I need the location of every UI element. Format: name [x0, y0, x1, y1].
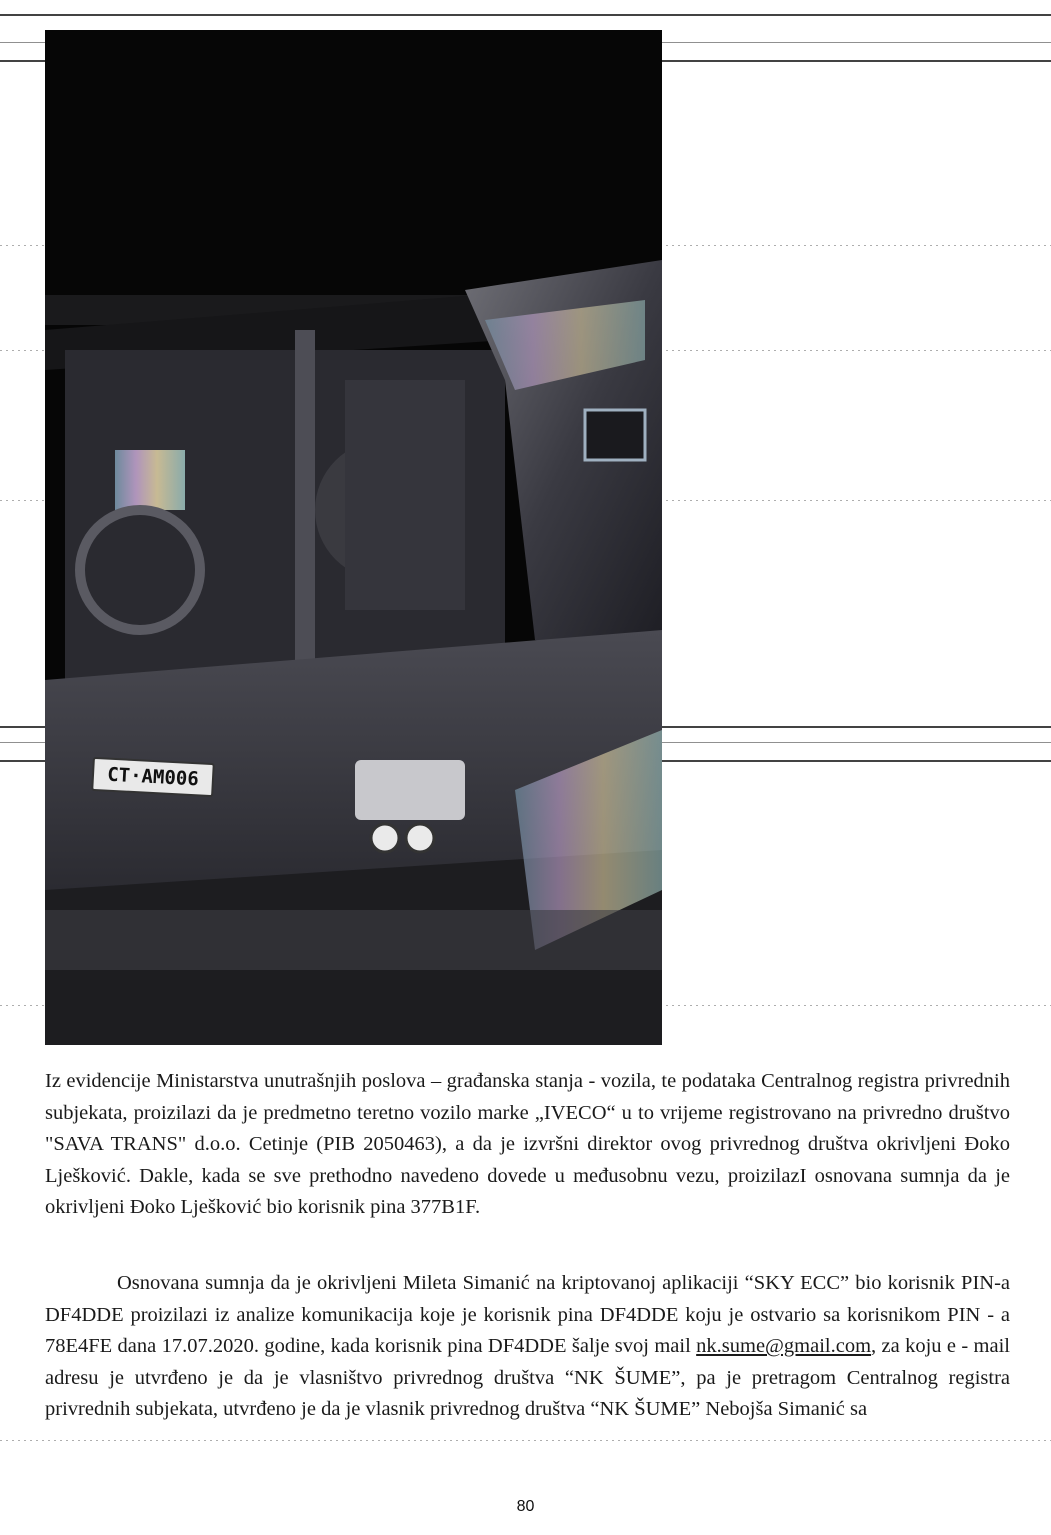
truck-photo: [45, 30, 662, 1045]
paragraph-2-text-start: Osnovana sumnja da je okrivljeni Mileta Simanić na kriptovanoj aplikaciji “SKY ECC” bio korisnik PIN-a DF4DDE proizilazi iz analize komunikacija koje je korisnik pina DF4DDE koju je ostvario sa korisnikom PIN - a 78E4FE dana 17.07.2020. godine, kada korisnik pina DF4DDE šalje svoj mail: [45, 1272, 1010, 1357]
page-number: 80: [516, 1498, 535, 1515]
license-plate: CT·AM006: [91, 757, 215, 797]
scan-artifact-line: [0, 1440, 1051, 1441]
truck-photo-graphic: [45, 30, 662, 1045]
scan-artifact-line: [0, 14, 1051, 16]
paragraph-1: Iz evidencije Ministarstva unutrašnjih poslova – građanska stanja - vozila, te podataka Centralnog registra privrednih subjekata, proizilazi da je predmetno teretno vozilo marke „IVECO“ u to vrijeme registrovano na privredno društvo "SAVA TRANS" d.o.o. Cetinje (PIB 2050463), a da je izvršni direktor ovog privrednog društva okrivljeni Đoko Lješković. Dakle, kada se sve prethodno navedeno dovede u međusobnu vezu, proizilazI osnovana sumnja da je okrivljeni Đoko Lješković bio korisnik pina 377B1F.: [45, 1070, 1010, 1218]
paragraph-2: [45, 1268, 1010, 1426]
paragraph-2-text-end: , za koju e - mail adresu je utvrđeno je da je vlasništvo privrednog društva “NK ŠUME”, pa je pretragom Centralnog registra privrednih subjekata, utvrđeno je da je vlasnik privrednog društva “NK ŠUME” Nebojša Simanić sa: [45, 1335, 1010, 1420]
email-link[interactable]: nk.sume@gmail.com: [696, 1335, 872, 1357]
